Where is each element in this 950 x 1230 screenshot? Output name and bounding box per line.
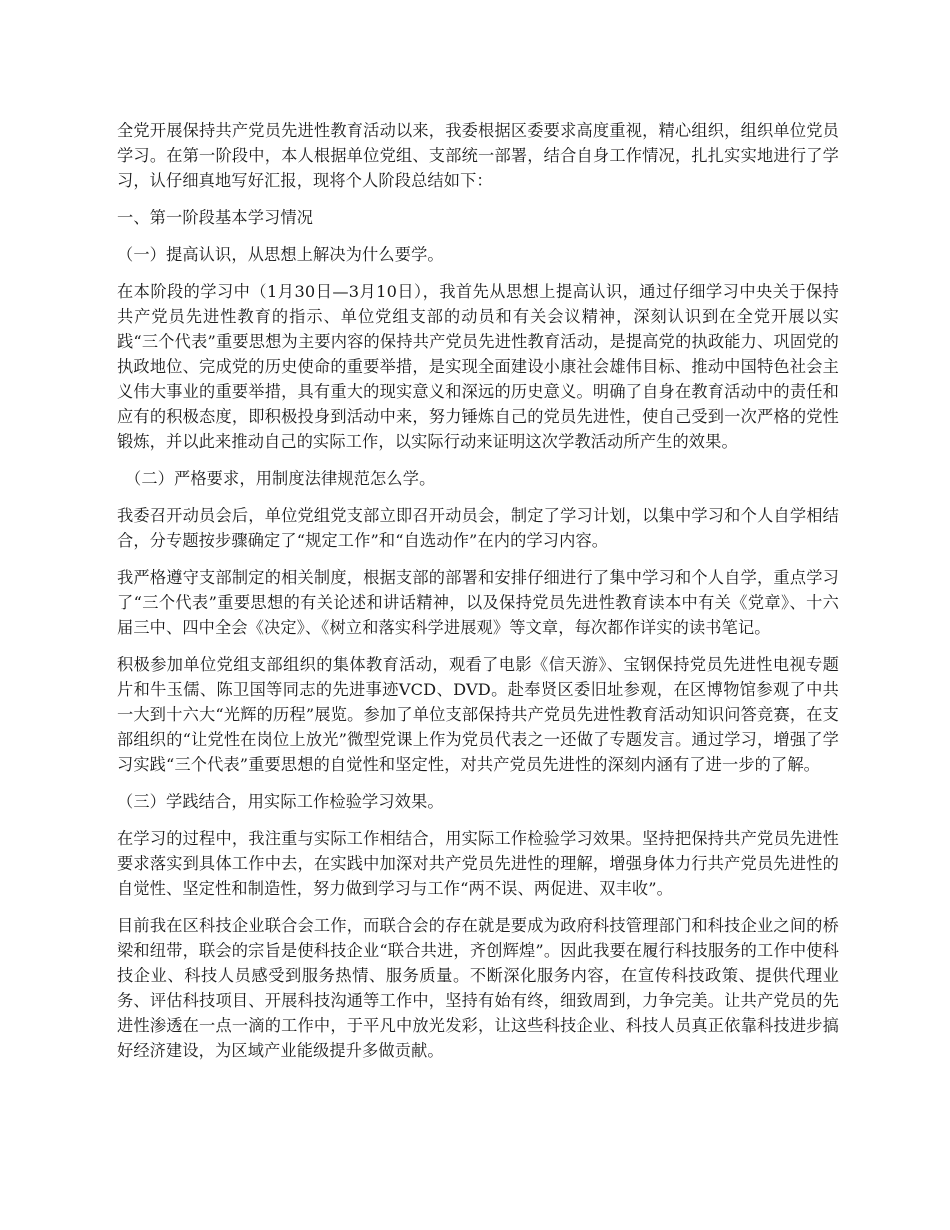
- subsection-2-paragraph-1: 我委召开动员会后，单位党组党支部立即召开动员会，制定了学习计划，以集中学习和个人自学相结合，分专题按步骤确定了“规定工作”和“自选动作”在内的学习内容。: [117, 506, 839, 550]
- subsection-3-paragraph-2: 目前我在区科技企业联合会工作，而联合会的存在就是要成为政府科技管理部门和科技企业之间的桥梁和纽带，联会的宗旨是使科技企业“联合共进，齐创辉煌”。因此我要在履行科技服务的工作中使科技企业、科技人员感受到服务热情、服务质量。不断深化服务内容，在宣传科技政策、提供代理业务、评估科技项目、开展科技沟通等工作中，坚持有始有终，细致周到，力争完美。让共产党员的先进性渗透在一点一滴的工作中，于平凡中放光发彩，让这些科技企业、科技人员真正依靠科技进步搞好经济建设，为区域产业能级提升多做贡献。: [117, 916, 839, 1060]
- subsection-1-paragraph: 在本阶段的学习中（1月30日—3月10日），我首先从思想上提高认识，通过仔细学习中央关于保持共产党员先进性教育的指示、单位党组支部的动员和有关会议精神，深刻认识到在全党开展以实践“三个代表”重要思想为主要内容的保持共产党员先进性教育活动，是提高党的执政能力、巩固党的执政地位、完成党的历史使命的重要举措，是实现全面建设小康社会雄伟目标、推动中国特色社会主义伟大事业的重要举措，具有重大的现实意义和深远的历史意义。明确了自身在教育活动中的责任和应有的积极态度，即积极投身到活动中来，努力锤炼自己的党员先进性，使自己受到一次严格的党性锻炼，并以此来推动自己的实际工作，以实际行动来证明这次学教活动所产生的效果。: [117, 282, 839, 451]
- document-body: [117, 118, 839, 1075]
- subsection-2-paragraph-3: 积极参加单位党组支部组织的集体教育活动，观看了电影《信天游》、宝钢保持党员先进性电视专题片和牛玉儒、陈卫国等同志的先进事迹VCD、DVD。赴奉贤区委旧址参观，在区博物馆参观了中共一大到十六大“光辉的历程”展览。参加了单位支部保持共产党员先进性教育活动知识问答竞赛，在支部组织的“让党性在岗位上放光”微型党课上作为党员代表之一还做了专题发言。通过学习，增强了学习实践“三个代表”重要思想的自觉性和坚定性，对共产党员先进性的深刻内涵有了进一步的了解。: [117, 655, 839, 774]
- subsection-heading-1: （一）提高认识，从思想上解决为什么要学。: [117, 245, 444, 264]
- intro-paragraph: 全党开展保持共产党员先进性教育活动以来，我委根据区委要求高度重视，精心组织，组织单位党员学习。在第一阶段中，本人根据单位党组、支部统一部署，结合自身工作情况，扎扎实实地进行了学习，认仔细真地写好汇报，现将个人阶段总结如下：: [117, 121, 839, 190]
- section-heading: 一、第一阶段基本学习情况: [117, 208, 314, 227]
- subsection-3-paragraph-1: 在学习的过程中，我注重与实际工作相结合，用实际工作检验学习效果。坚持把保持共产党员先进性要求落实到具体工作中去，在实践中加深对共产党员先进性的理解，增强身体力行共产党员先进性的自觉性、坚定性和制造性，努力做到学习与工作“两不误、两促进、双丰收”。: [117, 829, 839, 898]
- subsection-heading-2: （二）严格要求，用制度法律规范怎么学。: [125, 469, 436, 488]
- subsection-2-paragraph-2: 我严格遵守支部制定的相关制度，根据支部的部署和安排仔细进行了集中学习和个人自学，重点学习了“三个代表”重要思想的有关论述和讲话精神，以及保持党员先进性教育读本中有关《党章》、十六届三中、四中全会《决定》、《树立和落实科学进展观》等文章，每次都作详实的读书笔记。: [117, 568, 839, 637]
- subsection-heading-3: （三）学践结合，用实际工作检验学习效果。: [117, 792, 444, 811]
